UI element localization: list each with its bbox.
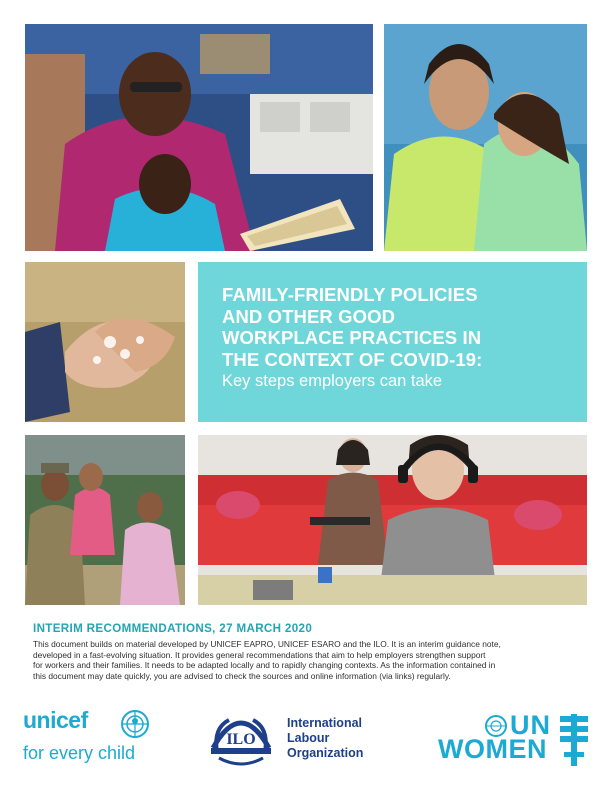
photo-washing-hands: [25, 262, 185, 422]
un-women-line2: WOMEN: [438, 734, 547, 764]
ilo-name: [287, 716, 363, 761]
interim-body-line: This document builds on material developed by UNICEF EAPRO, UNICEF ESARO and the ILO. It is an interim guidance note,: [33, 639, 501, 649]
un-women-logo: [438, 712, 588, 770]
ilo-logo: [207, 708, 387, 770]
interim-body-line: for workers and their families. It needs to be adapted locally and to rapidly changing contexts. As the information contained in: [33, 660, 496, 670]
interim-recommendations: [33, 622, 581, 681]
photo-family-outdoors: [25, 435, 185, 605]
unicef-logo: [22, 705, 172, 773]
ilo-emblem-text: ILO: [226, 731, 256, 748]
photo-mother-hugging-daughter: [384, 24, 587, 251]
un-women-equality-icon: [556, 714, 592, 766]
photo-women-working-from-home: [198, 435, 587, 605]
interim-body-line: this document may date quickly, you are advised to check the sources and online information (via links) regularly.: [33, 670, 451, 681]
ilo-name-line: International: [287, 716, 363, 730]
interim-body-line: developed in a fast-evolving situation. It provides general recommendations that aim to help employers strengthen support: [33, 649, 486, 660]
title-line: AND OTHER GOOD: [222, 305, 396, 327]
un-women-line1: UN: [510, 710, 551, 740]
title-line: FAMILY-FRIENDLY POLICIES: [222, 284, 478, 305]
unicef-tagline: for every child: [23, 743, 136, 763]
title-line: WORKPLACE PRACTICES IN: [222, 327, 482, 348]
title-panel: [198, 262, 587, 422]
ilo-emblem-icon: [207, 708, 275, 770]
ilo-name-line: Organization: [287, 746, 364, 760]
unicef-wordmark: unicef: [23, 707, 88, 733]
subtitle: Key steps employers can take: [222, 372, 443, 390]
interim-heading: INTERIM RECOMMENDATIONS, 27 MARCH 2020: [33, 622, 313, 635]
ilo-name-line: Labour: [287, 731, 330, 745]
title-line: THE CONTEXT OF COVID-19:: [222, 348, 483, 370]
photo-father-reading-with-child: [25, 24, 373, 251]
unicef-globe-icon: [120, 709, 150, 739]
